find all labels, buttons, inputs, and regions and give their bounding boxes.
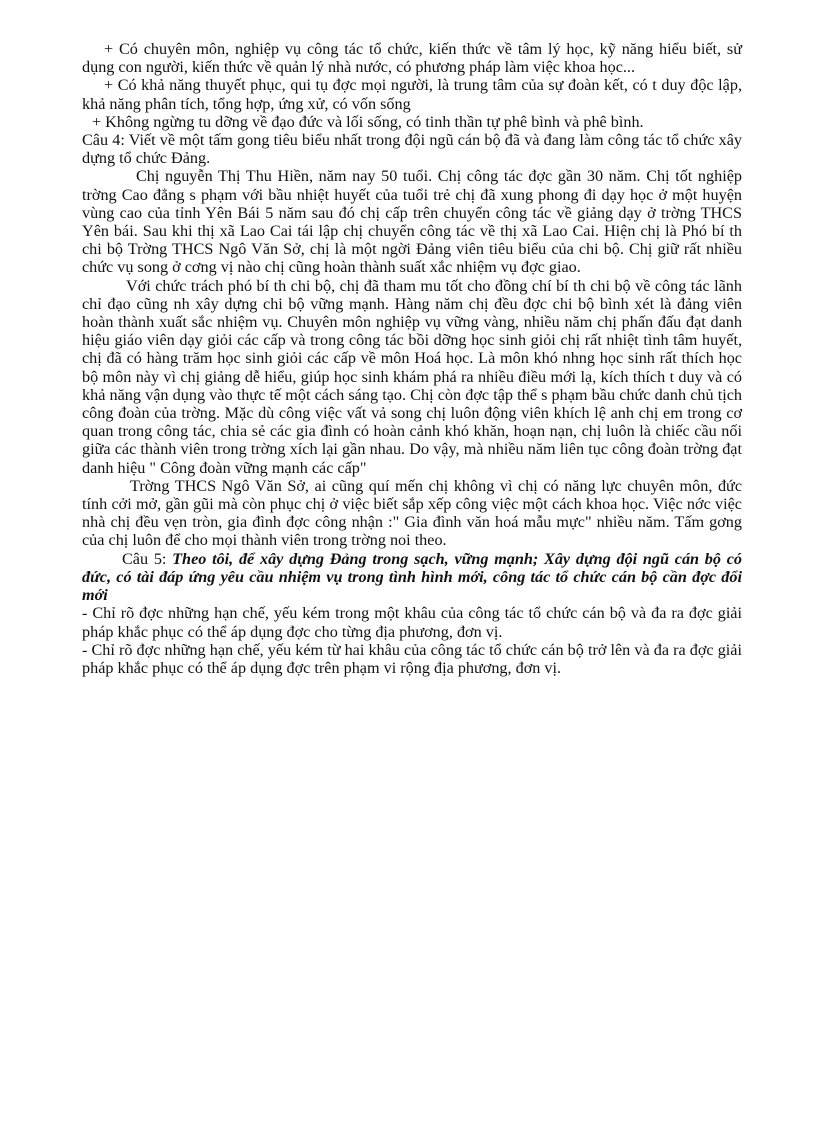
paragraph-profile-intro: Chị nguyễn Thị Thu Hiền, năm nay 50 tuổi. Chị công tác đợc gần 30 năm. Chị tốt nghiệp trờng Cao đẳng s phạm với bầu nhiệt huyết của tuổi trẻ chị đã xung phong đi dạy học ở một huyện vùng cao của tỉnh Yên Bái 5 năm sau đó chị cấp trên chuyển công tác về giảng dạy ở trờng THCS Yên bái. Sau khi thị xã Lao Cai tái lập chị chuyển công tác về thị xã Lao Cai. Hiện chị là Phó bí th chi bộ Trờng THCS Ngô Văn Sở, chị là một ngời Đảng viên tiêu biểu của chi bộ. Chị giữ rất nhiều chức vụ song ở cơng vị nào chị cũng hoàn thành suất xắc nhiệm vụ đợc giao. [82,167,742,277]
question-5-heading [82,550,742,605]
question-5-label: Câu 5: [122,549,173,568]
question-4-heading: Câu 4: Viết về một tấm gong tiêu biểu nhất trong đội ngũ cán bộ đã và đang làm công tác tổ chức xây dựng tổ chức Đảng. [82,131,742,168]
paragraph-school-respect: Trờng THCS Ngô Văn Sở, ai cũng quí mến chị không vì chị có năng lực chuyên môn, đức tính cởi mở, gần gũi mà còn phục chị ở việc biết sắp xếp công việc một cách khoa học. Việc nớc việc nhà chị đều vẹn tròn, gia đình đợc công nhận :" Gia đình văn hoá mẫu mực" nhiều năm. Tấm gơng của chị luôn để cho mọi thành viên trong trờng noi theo. [82,476,742,550]
paragraph-self-improvement: + Không ngừng tu dỡng về đạo đức và lối sống, có tinh thần tự phê bình và phê bình. [92,112,644,131]
paragraph-persuasion-ability: + Có khả năng thuyết phục, qui tụ đợc mọi người, là trung tâm của sự đoàn kết, có t duy độc lập, khả năng phân tích, tổng hợp, ứng xử, có vốn sống [82,76,742,113]
paragraph-role-achievements: Với chức trách phó bí th chi bộ, chị đã tham mu tốt cho đồng chí bí th chi bộ về công tác lãnh chỉ đạo cũng nh xây dựng chi bộ vững mạnh. Hàng năm chị đều đợc chi bộ bình xét là đảng viên hoàn thành xuất sắc nhiệm vụ. Chuyên môn nghiệp vụ vững vàng, nhiều năm chị phấn đấu đạt danh hiệu giáo viên dạy giỏi các cấp và trong công tác bồi dỡng học sinh giỏi chị rất nhiệt tình tâm huyết, chị đã có hàng trăm học sinh giỏi các cấp về môn Hoá học. Là môn khó nhng học sinh rất thích học bộ môn này vì chị giảng dễ hiểu, giúp học sinh khám phá ra nhiều điều mới lạ, kích thích t duy và có khả năng vận dụng vào thực tế một cách sáng tạo. Chị còn đợc tập thể s phạm bầu chức danh chủ tịch công đoàn của trờng. Mặc dù công việc vất vả song chị luôn động viên khích lệ anh chị em trong cơ quan trong công tác, chia sẻ các gia đình có hoàn cảnh khó khăn, hoạn nạn, chị luôn là chiếc cầu nối giữa các thành viên trong trờng xích lại gần nhau. Do vậy, mà nhiều năm liên tục công đoàn trờng đạt danh hiệu " Công đoàn vững mạnh các cấp" [82,276,742,477]
document-body [82,40,742,677]
paragraph-professional-knowledge: + Có chuyên môn, nghiệp vụ công tác tổ chức, kiến thức về tâm lý học, kỹ năng hiểu biết, sử dụng con người, kiến thức về quản lý nhà nước, có phương pháp làm việc khoa học... [82,40,742,77]
question-5-title: Theo tôi, để xây dựng Đảng trong sạch, vững mạnh; Xây dựng đội ngũ cán bộ có đức, có tài đáp ứng yêu cầu nhiệm vụ trong tình hình mới, công tác tổ chức cán bộ cần đợc đổi mới [82,549,742,605]
bullet-item: - Chỉ rõ đợc những hạn chế, yếu kém từ hai khâu của công tác tổ chức cán bộ trở lên và đa ra đợc giải pháp khắc phục có thể áp dụng đợc trên phạm vi rộng địa phương, đơn vị. [82,640,742,677]
bullet-item: - Chỉ rõ đợc những hạn chế, yếu kém trong một khâu của công tác tổ chức cán bộ và đa ra đợc giải pháp khắc phục có thể áp dụng đợc cho từng địa phương, đơn vị. [82,604,742,641]
